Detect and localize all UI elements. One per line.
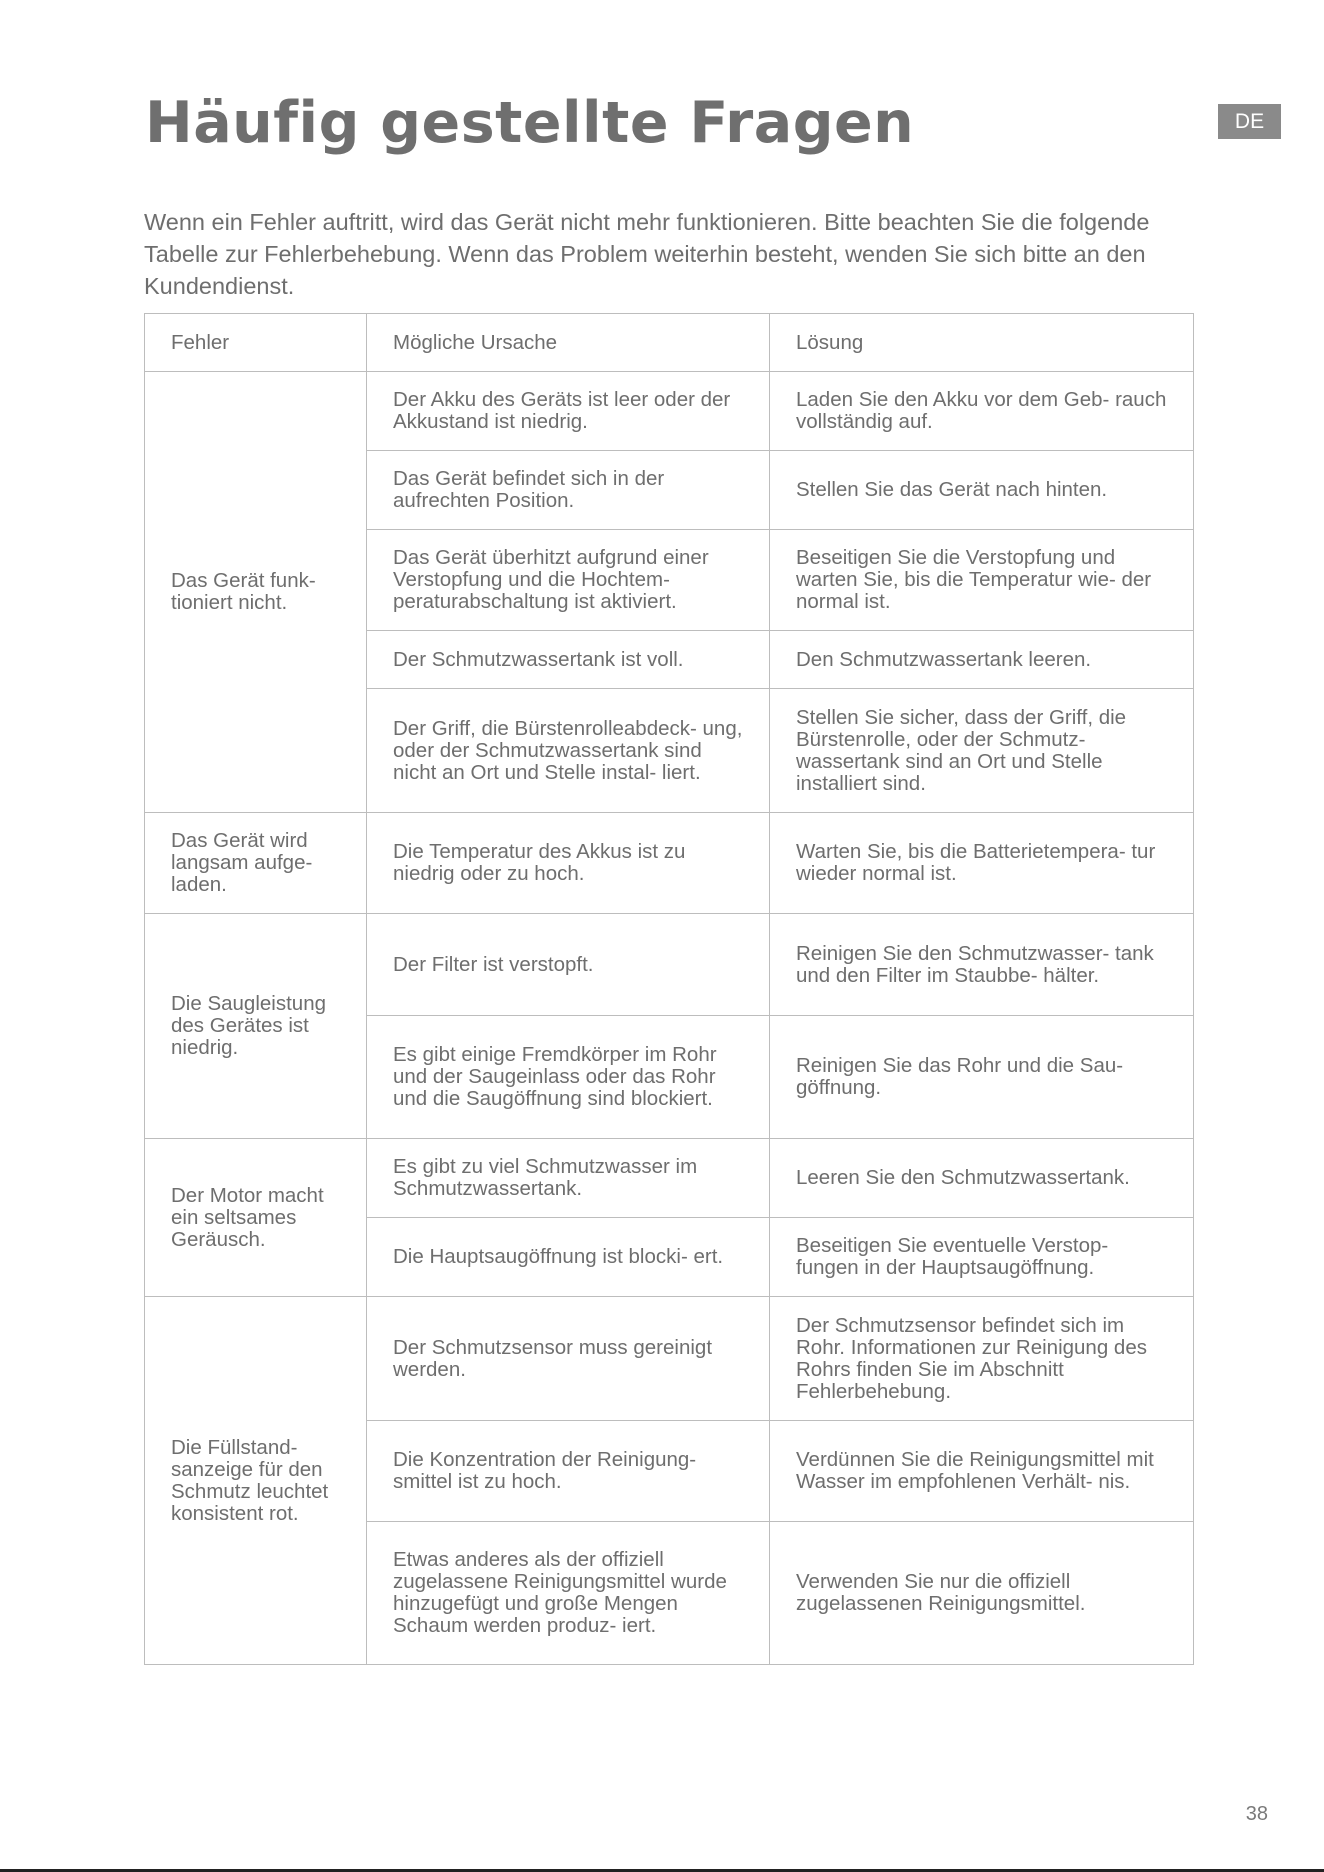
intro-paragraph: Wenn ein Fehler auftritt, wird das Gerät nicht mehr funktionieren. Bitte beachten Sie die folgende Tabelle zur Fehlerbehebung. Wenn das Problem weiterhin besteht, wenden Sie sich bitte an den Kundendienst. — [144, 209, 1150, 299]
solution-cell: Reinigen Sie den Schmutzwasser- tank und den Filter im Staubbe- hälter. — [770, 914, 1194, 1016]
cause-cell: Es gibt einige Fremdkörper im Rohr und der Saugeinlass oder das Rohr und die Saugöffnung sind blockiert. — [367, 1016, 770, 1139]
header-solution: Lösung — [770, 314, 1194, 372]
solution-cell: Beseitigen Sie eventuelle Verstop- fungen in der Hauptsaugöffnung. — [770, 1218, 1194, 1297]
language-badge: DE — [1218, 104, 1281, 139]
cause-cell: Der Schmutzsensor muss gereinigt werden. — [367, 1297, 770, 1421]
fault-cell: Das Gerät wird langsam aufge- laden. — [145, 813, 367, 914]
header-fault: Fehler — [145, 314, 367, 372]
cause-cell: Das Gerät überhitzt aufgrund einer Verstopfung und die Hochtem- peraturabschaltung ist aktiviert. — [367, 530, 770, 631]
cause-cell: Der Schmutzwassertank ist voll. — [367, 631, 770, 689]
solution-cell: Verdünnen Sie die Reinigungsmittel mit Wasser im empfohlenen Verhält- nis. — [770, 1421, 1194, 1522]
table-row — [145, 372, 1194, 451]
solution-cell: Beseitigen Sie die Verstopfung und warten Sie, bis die Temperatur wie- der normal ist. — [770, 530, 1194, 631]
table-row — [145, 914, 1194, 1016]
table-header-row — [145, 314, 1194, 372]
cause-cell: Der Filter ist verstopft. — [367, 914, 770, 1016]
solution-cell: Laden Sie den Akku vor dem Geb- rauch vollständig auf. — [770, 372, 1194, 451]
fault-cell: Die Füllstand- sanzeige für den Schmutz leuchtet konsistent rot. — [145, 1297, 367, 1665]
troubleshooting-table — [144, 313, 1194, 1665]
cause-cell: Die Konzentration der Reinigung- smittel ist zu hoch. — [367, 1421, 770, 1522]
page-title: Häufig gestellte Fragen — [145, 90, 915, 156]
cause-cell: Es gibt zu viel Schmutzwasser im Schmutzwassertank. — [367, 1139, 770, 1218]
solution-cell: Stellen Sie sicher, dass der Griff, die Bürstenrolle, oder der Schmutz- wassertank sind an Ort und Stelle installiert sind. — [770, 689, 1194, 813]
fault-cell: Die Saugleistung des Gerätes ist niedrig. — [145, 914, 367, 1139]
table-row — [145, 1297, 1194, 1421]
cause-cell: Das Gerät befindet sich in der aufrechten Position. — [367, 451, 770, 530]
solution-cell: Verwenden Sie nur die offiziell zugelassenen Reinigungsmittel. — [770, 1522, 1194, 1665]
cause-cell: Etwas anderes als der offiziell zugelassene Reinigungsmittel wurde hinzugefügt und große Mengen Schaum werden produz- iert. — [367, 1522, 770, 1665]
cause-cell: Der Akku des Geräts ist leer oder der Akkustand ist niedrig. — [367, 372, 770, 451]
cause-cell: Die Temperatur des Akkus ist zu niedrig oder zu hoch. — [367, 813, 770, 914]
solution-cell: Den Schmutzwassertank leeren. — [770, 631, 1194, 689]
header-cause: Mögliche Ursache — [367, 314, 770, 372]
cause-cell: Der Griff, die Bürstenrolleabdeck- ung, oder der Schmutzwassertank sind nicht an Ort und Stelle instal- liert. — [367, 689, 770, 813]
solution-cell: Warten Sie, bis die Batterietempera- tur wieder normal ist. — [770, 813, 1194, 914]
table-row — [145, 1139, 1194, 1218]
solution-cell: Reinigen Sie das Rohr und die Sau- göffnung. — [770, 1016, 1194, 1139]
fault-cell: Das Gerät funk- tioniert nicht. — [145, 372, 367, 813]
solution-cell: Stellen Sie das Gerät nach hinten. — [770, 451, 1194, 530]
solution-cell: Der Schmutzsensor befindet sich im Rohr. Informationen zur Reinigung des Rohrs finden Sie im Abschnitt Fehlerbehebung. — [770, 1297, 1194, 1421]
table-row — [145, 813, 1194, 914]
cause-cell: Die Hauptsaugöffnung ist blocki- ert. — [367, 1218, 770, 1297]
fault-cell: Der Motor macht ein seltsames Geräusch. — [145, 1139, 367, 1297]
solution-cell: Leeren Sie den Schmutzwassertank. — [770, 1139, 1194, 1218]
page-number: 38 — [1245, 1803, 1268, 1825]
